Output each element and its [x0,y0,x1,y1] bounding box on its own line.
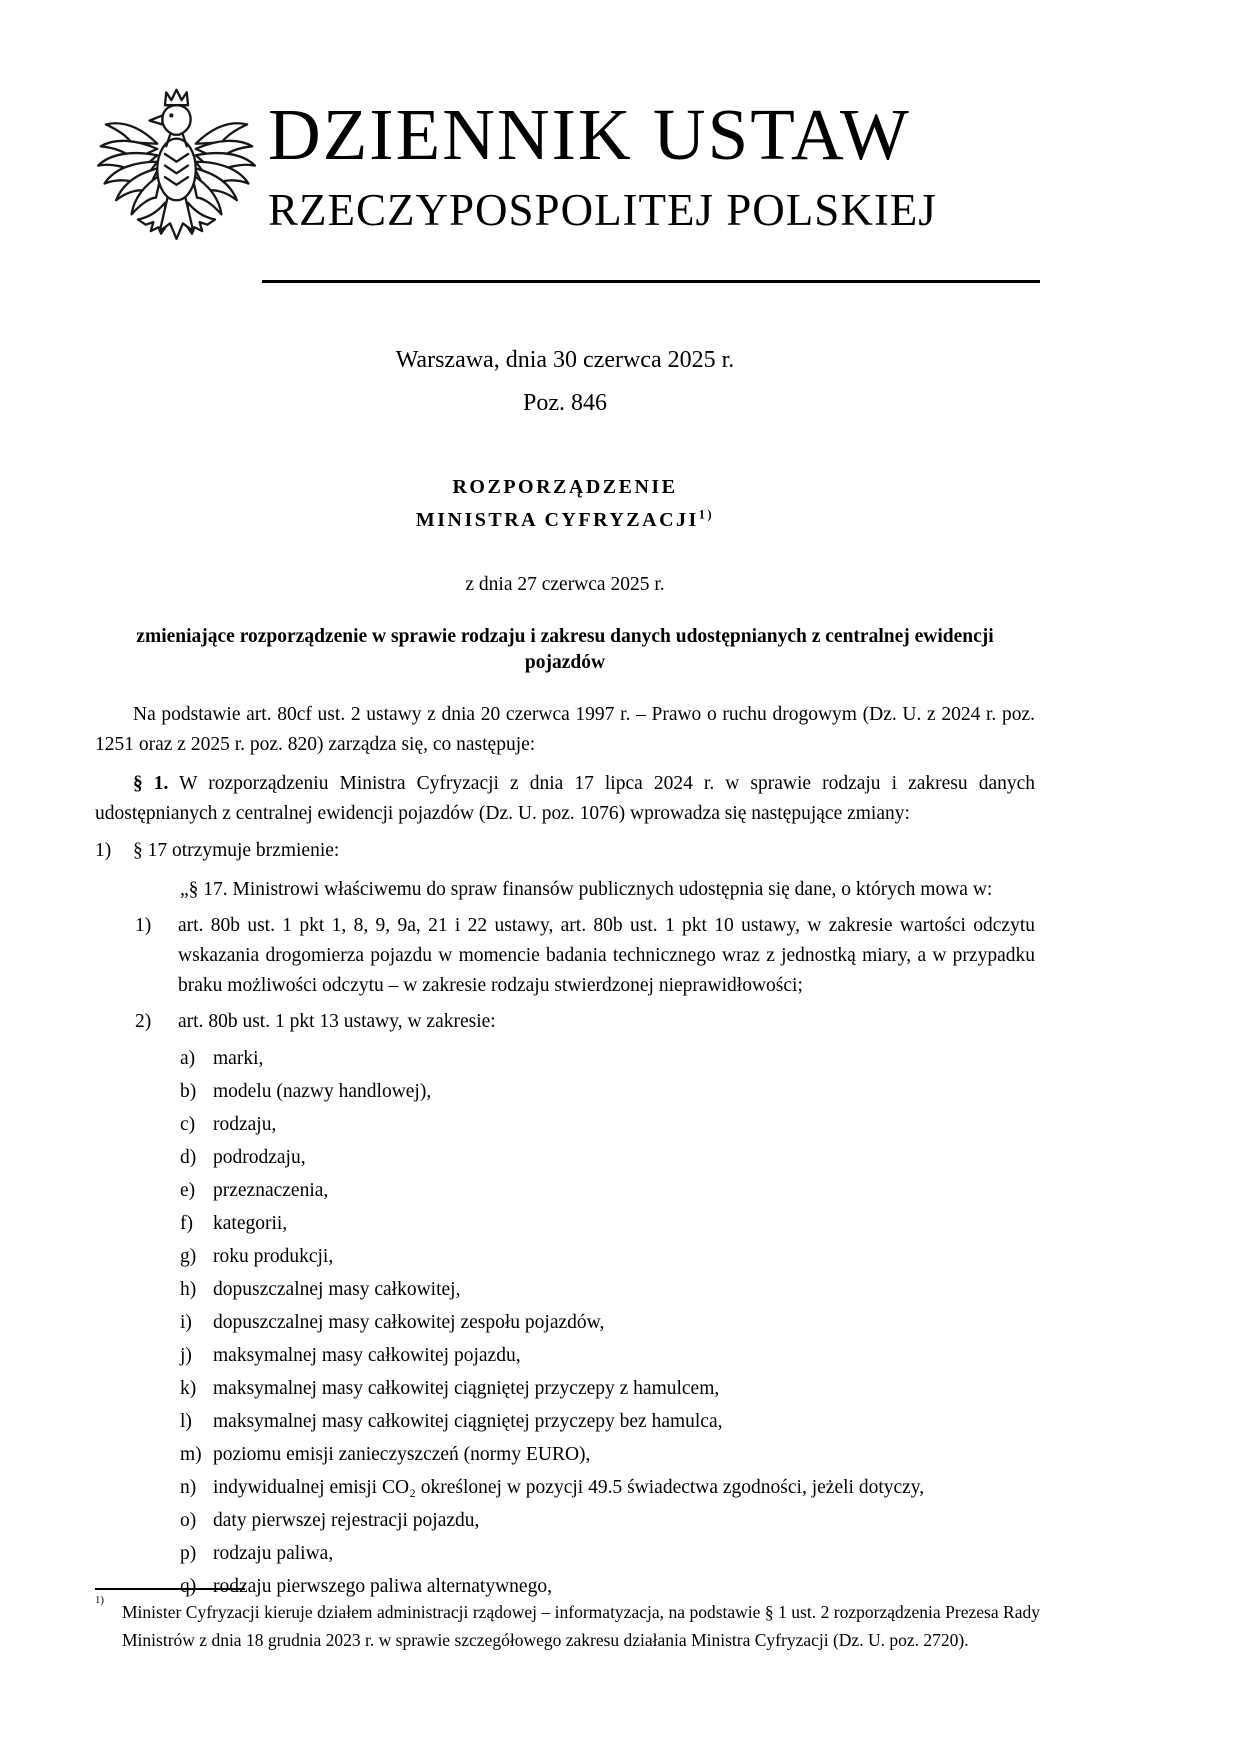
list-marker: i) [180,1312,192,1333]
footnote [95,1594,1040,1654]
letter-item [180,1407,1035,1437]
act-type-heading: ROZPORZĄDZENIE [452,476,678,498]
list-marker: b) [180,1081,197,1102]
list-text: poziomu emisji zanieczyszczeń (normy EURO), [213,1444,591,1465]
footnote-area [95,1588,1040,1654]
act-issuer-heading [95,507,1035,534]
list-marker: a) [180,1048,196,1069]
list-text: rodzaju pierwszego paliwa alternatywnego, [213,1576,552,1597]
list-text: dopuszczalnej masy całkowitej zespołu pojazdów, [213,1312,605,1333]
list-text: rodzaju, [213,1114,277,1135]
list-text: modelu (nazwy handlowej), [213,1081,432,1102]
letter-item [180,1143,1035,1173]
masthead [0,0,1241,283]
letter-item [180,1242,1035,1272]
list-text: rodzaju paliwa, [213,1543,334,1564]
journal-subtitle: RZECZYPOSPOLITEJ POLSKIEJ [268,185,937,235]
letter-item [180,1539,1035,1569]
letter-item [180,1308,1035,1338]
list-text: podrodzaju, [213,1147,306,1168]
letter-item [180,1110,1035,1140]
footnote-divider [95,1588,245,1590]
letter-item [180,1209,1035,1239]
letter-item [180,1044,1035,1074]
list-marker: f) [180,1213,193,1234]
document-body [0,345,1241,1602]
footnote-reference: 1) [698,507,715,522]
place-date-line: Warszawa, dnia 30 czerwca 2025 r. [395,347,735,373]
list-text: roku produkcji, [213,1246,334,1267]
list-marker: h) [180,1279,197,1300]
point-item [135,911,1035,1001]
list-text: przeznaczenia, [213,1180,329,1201]
quoted-intro-paragraph: „§ 17. Ministrowi właściwemu do spraw finansów publicznych udostępnia się dane, o których mowa w: [180,879,993,900]
masthead-title-block [262,86,1040,283]
point-item [135,1007,1035,1037]
list-marker: n) [180,1477,197,1498]
letter-item [180,1473,1035,1503]
letter-item [180,1176,1035,1206]
list-marker: d) [180,1147,197,1168]
list-text: kategorii, [213,1213,288,1234]
list-marker: k) [180,1378,197,1399]
list-text: maksymalnej masy całkowitej ciągniętej przyczepy bez hamulca, [213,1411,723,1432]
list-text: indywidualnej emisji CO₂ określonej w pozycji 49.5 świadectwa zgodności, jeżeli dotyczy, [213,1477,925,1498]
section-1-paragraph [95,769,1035,829]
list-marker: 2) [135,1011,152,1032]
preamble-text: Na podstawie art. 80cf ust. 2 ustawy z dnia 20 czerwca 1997 r. – Prawo o ruchu drogowym (Dz. U. z 2024 r. poz. 1251 oraz z 2025 r. poz. 820) zarządza się, co następuje: [95,704,1035,755]
list-text: dopuszczalnej masy całkowitej, [213,1279,461,1300]
letter-item [180,1275,1035,1305]
list-marker: 1) [95,840,112,861]
list-marker: l) [180,1411,192,1432]
letter-list [95,1044,1035,1602]
letter-item [180,1440,1035,1470]
list-text: art. 80b ust. 1 pkt 1, 8, 9, 9a, 21 i 22 ustawy, art. 80b ust. 1 pkt 10 ustawy, w zakresie wartości odczytu wskazania drogomierza pojazdu w momencie badania technicznego wraz z jednostką miary, a w przypadku braku możliwości odczytu – w zakresie rodzaju stwierdzonej nieprawidłowości; [178,915,1035,996]
letter-item [180,1077,1035,1107]
list-text: art. 80b ust. 1 pkt 13 ustawy, w zakresie: [178,1011,496,1032]
section-1-text: W rozporządzeniu Ministra Cyfryzacji z dnia 17 lipca 2024 r. w sprawie rodzaju i zakresu danych udostępnianych z centralnej ewidencji pojazdów (Dz. U. poz. 1076) wprowadza się następujące zmiany: [95,773,1036,824]
letter-item [180,1374,1035,1404]
letter-item [180,1341,1035,1371]
list-marker: j) [180,1345,192,1366]
list-text: marki, [213,1048,264,1069]
polish-eagle-icon [93,86,260,258]
list-text: daty pierwszej rejestracji pojazdu, [213,1510,480,1531]
list-text: maksymalnej masy całkowitej pojazdu, [213,1345,521,1366]
list-marker: g) [180,1246,197,1267]
list-marker: o) [180,1510,197,1531]
act-date-line: z dnia 27 czerwca 2025 r. [465,574,665,595]
position-number: Poz. 846 [523,390,607,416]
letter-item [180,1506,1035,1536]
preamble-paragraph [95,700,1035,760]
list-marker: 1) [135,915,152,936]
journal-title: DZIENNIK USTAW [268,94,911,175]
section-1-label: § 1. [133,773,169,794]
list-marker: p) [180,1543,197,1564]
issuer-name: MINISTRA CYFRYZACJI [415,509,699,531]
footnote-text: Minister Cyfryzacji kieruje działem administracji rządowej – informatyzacja, na podstawie § 1 ust. 2 rozporządzenia Prezesa Rady Ministrów z dnia 18 grudnia 2023 r. w sprawie szczegółowego zakresu działania Ministra Cyfryzacji (Dz. U. poz. 2720). [122,1602,1040,1650]
list-text: maksymalnej masy całkowitej ciągniętej przyczepy z hamulcem, [213,1378,720,1399]
list-text: § 17 otrzymuje brzmienie: [133,840,340,861]
list-marker: m) [180,1444,202,1465]
list-marker: e) [180,1180,196,1201]
footnote-marker: 1) [95,1594,105,1606]
amendment-item [95,836,1035,866]
list-marker: q) [180,1576,197,1597]
list-marker: c) [180,1114,196,1135]
act-subject-heading: zmieniające rozporządzenie w sprawie rodzaju i zakresu danych udostępnianych z centralnej ewidencji pojazdów [136,626,994,673]
